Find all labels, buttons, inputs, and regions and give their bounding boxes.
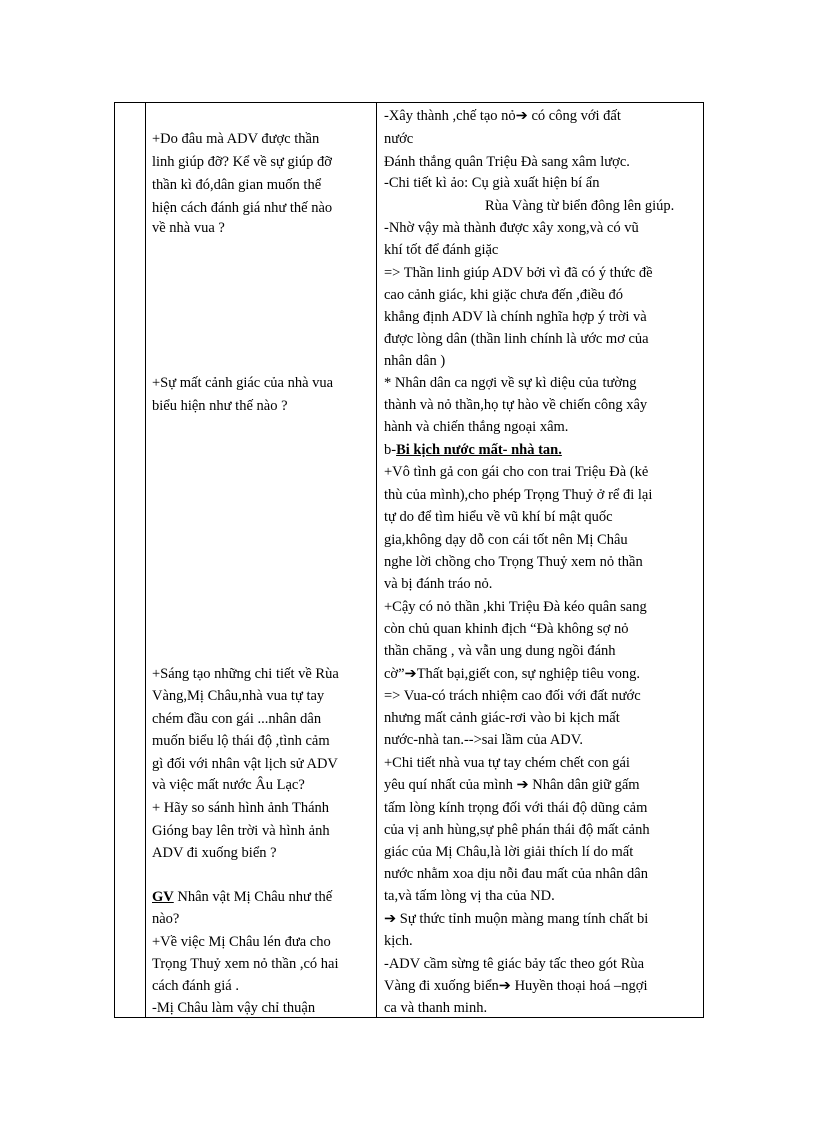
question-line: thần kì đó,dân gian muốn thể	[152, 177, 322, 193]
answer-line: Vàng đi xuống biển➔ Huyền thoại hoá –ngợi	[384, 978, 648, 994]
question-line: -Mị Châu làm vậy chỉ thuận	[152, 1000, 316, 1016]
column-questions	[146, 103, 377, 1017]
answer-line: -Chi tiết kì ảo: Cụ già xuất hiện bí ẩn	[384, 175, 600, 191]
question-line: Gióng bay lên trời và hình ảnh	[152, 823, 330, 839]
answer-line: nước-nhà tan.-->sai lầm của ADV.	[384, 732, 583, 748]
question-line: Trọng Thuỷ xem nỏ thần ,có hai	[152, 956, 339, 972]
answer-line: hành và chiến thắng ngoại xâm.	[384, 419, 569, 435]
question-line: muốn biểu lộ thái độ ,tình cảm	[152, 733, 330, 749]
question-line: biểu hiện như thế nào ?	[152, 398, 288, 414]
answer-line: được lòng dân (thần linh chính là ước mơ của	[384, 331, 649, 347]
answer-line: ta,và tấm lòng vị tha của ND.	[384, 888, 555, 904]
answer-line: gia,không dạy dỗ con cái tốt nên Mị Châu	[384, 532, 628, 548]
content-table	[114, 102, 704, 1018]
answer-line: +Chi tiết nhà vua tự tay chém chết con gái	[384, 755, 630, 771]
answer-line: +Cậy có nỏ thần ,khi Triệu Đà kéo quân sang	[384, 599, 647, 615]
column-index	[115, 103, 146, 1017]
answer-line: cờ”➔Thất bại,giết con, sự nghiệp tiêu vong.	[384, 666, 641, 682]
answer-line: cao cảnh giác, khi giặc chưa đến ,điều đó	[384, 287, 623, 303]
question-line: +Về việc Mị Châu lén đưa cho	[152, 934, 331, 950]
answer-line: yêu quí nhất của mình ➔ Nhân dân giữ gấm	[384, 777, 640, 793]
arrow-right-icon: ➔	[515, 108, 528, 124]
question-line: linh giúp đỡ? Kể về sự giúp đỡ	[152, 154, 332, 170]
question-line: về nhà vua ?	[152, 220, 225, 236]
answer-line: Đánh thắng quân Triệu Đà sang xâm lược.	[384, 154, 630, 170]
question-line: Vàng,Mị Châu,nhà vua tự tay	[152, 688, 325, 704]
answer-line: -ADV cầm sừng tê giác bảy tấc theo gót Rùa	[384, 956, 645, 972]
question-line: gì đối với nhân vật lịch sử ADV	[152, 756, 338, 772]
answer-line: khẳng định ADV là chính nghĩa hợp ý trời và	[384, 309, 647, 325]
answer-line: và bị đánh tráo nỏ.	[384, 576, 493, 592]
answer-line: nước	[384, 131, 414, 147]
column-answers	[377, 103, 703, 1017]
answer-line: -Nhờ vậy mà thành được xây xong,và có vũ	[384, 220, 639, 236]
question-line: +Do đâu mà ADV được thần	[152, 131, 320, 147]
answer-line: thần chăng , và vẫn ung dung ngồi đánh	[384, 643, 616, 659]
gv-question-line: GV Nhân vật Mị Châu như thế	[152, 889, 333, 905]
answer-line: ➔ Sự thức tỉnh muộn màng mang tính chất bi	[384, 911, 649, 927]
answer-line: của vị anh hùng,sự phê phán thái độ mất cảnh	[384, 822, 650, 838]
answer-line: * Nhân dân ca ngợi về sự kì diệu của tường	[384, 375, 637, 391]
answer-line: => Vua-có trách nhiệm cao đối với đất nước	[384, 688, 641, 704]
answer-line: tự do để tìm hiểu về vũ khí bí mật quốc	[384, 509, 613, 525]
answer-line: thành và nỏ thần,họ tự hào về chiến công xây	[384, 397, 648, 413]
arrow-right-icon: ➔	[404, 666, 417, 682]
question-line: + Hãy so sánh hình ảnh Thánh	[152, 800, 330, 816]
question-line: chém đầu con gái ...nhân dân	[152, 711, 322, 727]
answer-line: tấm lòng kính trọng đối với thái độ dũng cảm	[384, 800, 648, 816]
question-line: +Sự mất cảnh giác của nhà vua	[152, 375, 334, 391]
answer-line: nghe lời chồng cho Trọng Thuỷ xem nỏ thần	[384, 554, 643, 570]
question-line: +Sáng tạo những chi tiết về Rùa	[152, 666, 339, 682]
arrow-right-icon: ➔	[516, 777, 529, 793]
question-line: nào?	[152, 911, 180, 927]
question-line: ADV đi xuống biển ?	[152, 845, 277, 861]
arrow-right-icon: ➔	[498, 978, 511, 994]
answer-line: thù của mình),cho phép Trọng Thuỷ ở rể đi lại	[384, 487, 653, 503]
answer-line: +Vô tình gả con gái cho con trai Triệu Đà (kẻ	[384, 464, 649, 480]
answer-line: => Thần linh giúp ADV bởi vì đã có ý thức đề	[384, 265, 653, 281]
answer-line: nhân dân )	[384, 353, 446, 369]
answer-line: giác của Mị Châu,là lời giải thích lí do mất	[384, 844, 634, 860]
answer-line: ca và thanh minh.	[384, 1000, 488, 1016]
answer-line: -Xây thành ,chế tạo nỏ➔ có công với đất	[384, 108, 621, 124]
gv-label: GV	[152, 889, 174, 905]
answer-line: khí tốt để đánh giặc	[384, 242, 499, 258]
answer-line: nước nhằm xoa dịu nỗi đau mất của nhân dân	[384, 866, 648, 882]
answer-line: còn chủ quan khinh địch “Đà không sợ nỏ	[384, 621, 629, 637]
question-line: hiện cách đánh giá như thế nào	[152, 200, 333, 216]
answer-line: kịch.	[384, 933, 413, 949]
answer-line: Rùa Vàng từ biển đông lên giúp.	[485, 198, 675, 214]
question-line: cách đánh giá .	[152, 978, 239, 994]
answer-line: nhưng mất cảnh giác-rơi vào bi kịch mất	[384, 710, 620, 726]
section-heading: b-Bi kịch nước mất- nhà tan.	[384, 442, 562, 458]
arrow-right-icon: ➔	[384, 911, 397, 927]
question-line: và việc mất nước Âu Lạc?	[152, 777, 305, 793]
